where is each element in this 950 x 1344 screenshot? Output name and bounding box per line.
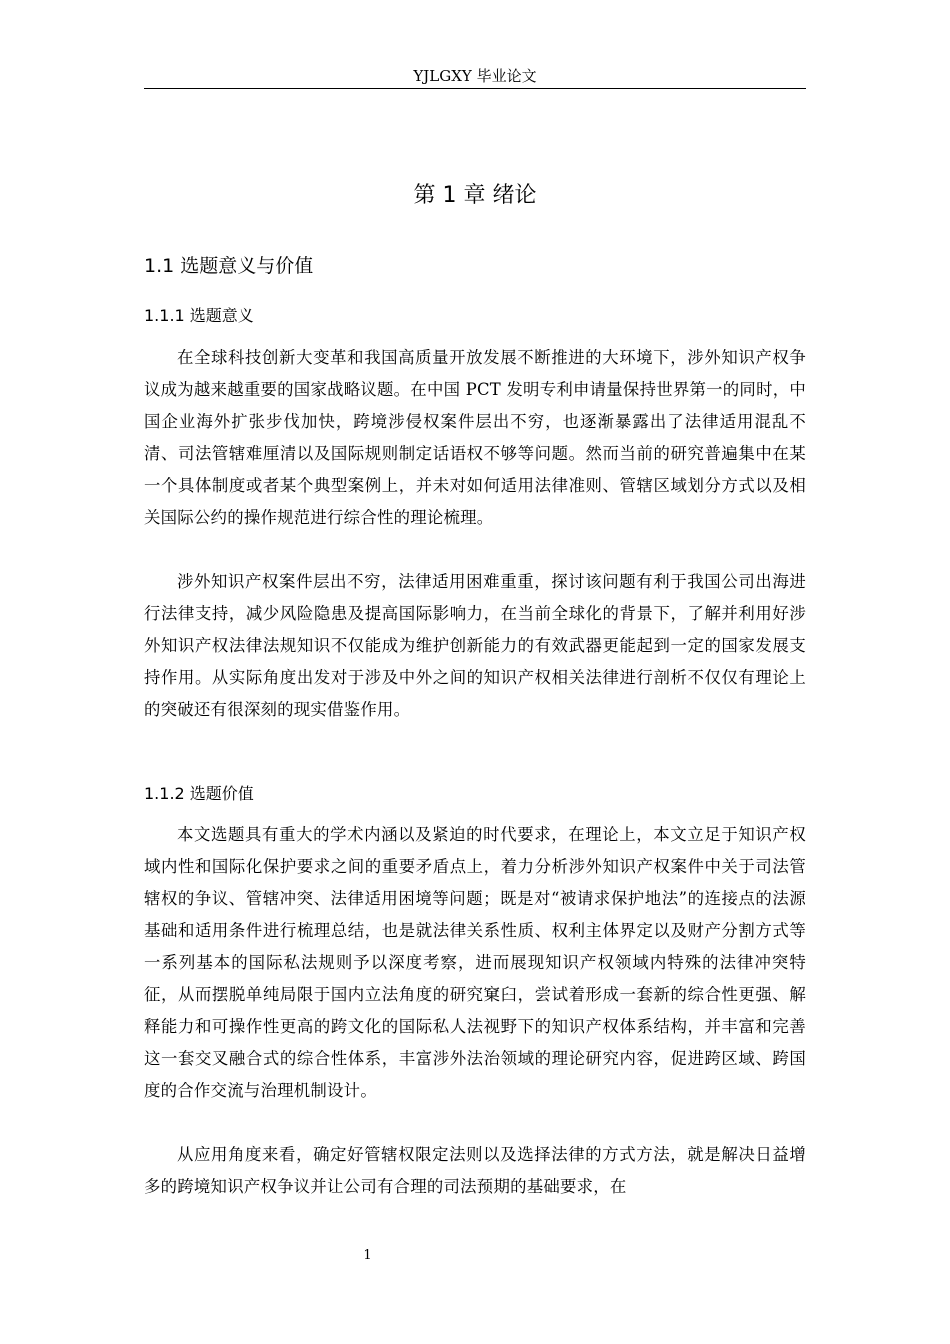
running-header: YJLGXY 毕业论文 [413, 67, 537, 85]
paragraph-value-2: 从应用角度来看，确定好管辖权限定法则以及选择法律的方式方法，就是解决日益增多的跨境知识产权争议并让公司有合理的司法预期的基础要求，在 [144, 1145, 806, 1196]
page-number: 1 [363, 1248, 372, 1263]
subsection-heading-1-1-1: 1.1.1 选题意义 [144, 306, 254, 325]
header-rule [144, 88, 806, 89]
subsection-heading-1-1-2: 1.1.2 选题价值 [144, 784, 254, 803]
paragraph-value-1: 本文选题具有重大的学术内涵以及紧迫的时代要求，在理论上，本文立足于知识产权域内性和国际化保护要求之间的重要矛盾点上，着力分析涉外知识产权案件中关于司法管辖权的争议、管辖冲突、法律适用困境等问题；既是对“被请求保护地法”的连接点的法源基础和适用条件进行梳理总结，也是就法律关系性质、权利主体界定以及财产分割方式等一系列基本的国际私法规则予以深度考察，进而展现知识产权领域内特殊的法律冲突特征，从而摆脱单纯局限于国内立法角度的研究窠臼，尝试着形成一套新的综合性更强、解释能力和可操作性更高的跨文化的国际私人法视野下的知识产权体系结构，并丰富和完善这一套交叉融合式的综合性体系，丰富涉外法治领域的理论研究内容，促进跨区域、跨国度的合作交流与治理机制设计。 [144, 825, 806, 1100]
chapter-title: 第 1 章 绪论 [413, 183, 537, 208]
paragraph-significance-2: 涉外知识产权案件层出不穷，法律适用困难重重，探讨该问题有利于我国公司出海进行法律支持，减少风险隐患及提高国际影响力，在当前全球化的背景下，了解并利用好涉外知识产权法律法规知识不仅能成为维护创新能力的有效武器更能起到一定的国家发展支持作用。从实际角度出发对于涉及中外之间的知识产权相关法律进行剖析不仅仅有理论上的突破还有很深刻的现实借鉴作用。 [144, 572, 806, 719]
paragraph-significance-1: 在全球科技创新大变革和我国高质量开放发展不断推进的大环境下，涉外知识产权争议成为越来越重要的国家战略议题。在中国 PCT 发明专利申请量保持世界第一的同时，中国企业海外扩张步伐加快，跨境涉侵权案件层出不穷，也逐渐暴露出了法律适用混乱不清、司法管辖难厘清以及国际规则制定话语权不够等问题。然而当前的研究普遍集中在某一个具体制度或者某个典型案例上，并未对如何适用法律准则、管辖区域划分方式以及相关国际公约的操作规范进行综合性的理论梳理。 [144, 348, 806, 527]
section-heading-1-1: 1.1 选题意义与价值 [144, 255, 314, 277]
